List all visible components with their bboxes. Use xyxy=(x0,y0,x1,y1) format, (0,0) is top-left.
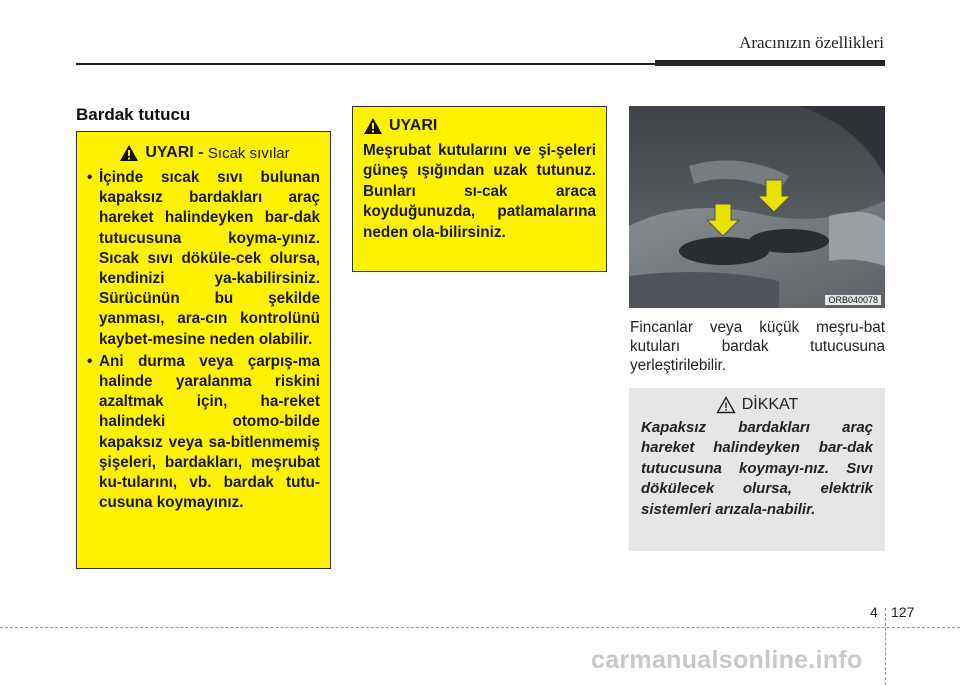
caution-triangle-icon xyxy=(716,396,736,414)
warning-text: Meşrubat kutularını ve şi-şeleri güneş ışığından uzak tutunuz. Bunları sı-cak araca koyduğunuzda, patlamalarına neden ola-bilirsiniz. xyxy=(363,142,596,241)
warning-bullet: • İçinde sıcak sıvı bulunan kapaksız bardakları araç hareket halindeyken bar-dak tutucusuna koyma-yınız. Sıcak sıvı döküle-cek olursa, kendinizi ya-kabilirsiniz. Sürücünün bu şekilde yanması, ara-cın kontrolünü kaybet-mesine neden olabilir. xyxy=(89,168,320,350)
warning-subtitle: Sıcak sıvılar xyxy=(207,144,290,162)
warning-box-sunlight xyxy=(352,106,607,272)
warning-box-hot-liquids xyxy=(76,131,331,569)
chapter-number: 4 xyxy=(870,604,878,620)
header-title: Aracınızın özellikleri xyxy=(739,33,884,52)
warning-heading xyxy=(363,117,596,135)
cup-holder-photo xyxy=(629,106,885,308)
body-paragraph: Fincanlar veya küçük meşru-bat kutuları bardak tutucusuna yerleştirilebilir. xyxy=(630,319,885,374)
warning-heading xyxy=(89,144,320,162)
caution-box xyxy=(629,388,885,551)
header-rule-accent xyxy=(655,60,885,66)
section-title: Bardak tutucu xyxy=(76,105,191,124)
warning-triangle-icon xyxy=(363,117,383,135)
watermark: carmanualsonline.info xyxy=(591,646,863,674)
page-number: 127 xyxy=(891,604,915,620)
warning-label: UYARI - xyxy=(145,144,204,161)
warning-bullet: • Ani durma veya çarpış-ma halinde yaralanma riskini azaltmak için, ha-reket halindeki otomo-bilde kapaksız veya sa-bitlenmemiş şişeleri, bardakları, meşrubat ku-tularını, vb. bardak tutu-cusuna koymayınız. xyxy=(89,352,320,514)
footer-divider xyxy=(885,608,886,685)
caution-text: Kapaksız bardakları araç hareket halindeyken bar-dak tutucusuna koymayı-nız. Sıvı dökülecek olursa, elektrik sistemleri arızala-nabilir. xyxy=(641,419,873,518)
caution-label: DİKKAT xyxy=(741,396,799,413)
cup-holder-illustration xyxy=(629,106,885,308)
warning-bullet-list xyxy=(89,168,320,513)
footer-rule xyxy=(0,627,960,628)
photo-code: ORB040078 xyxy=(825,295,881,305)
warning-label: UYARI xyxy=(389,117,438,134)
caution-heading xyxy=(641,396,873,414)
warning-triangle-icon xyxy=(119,144,139,162)
